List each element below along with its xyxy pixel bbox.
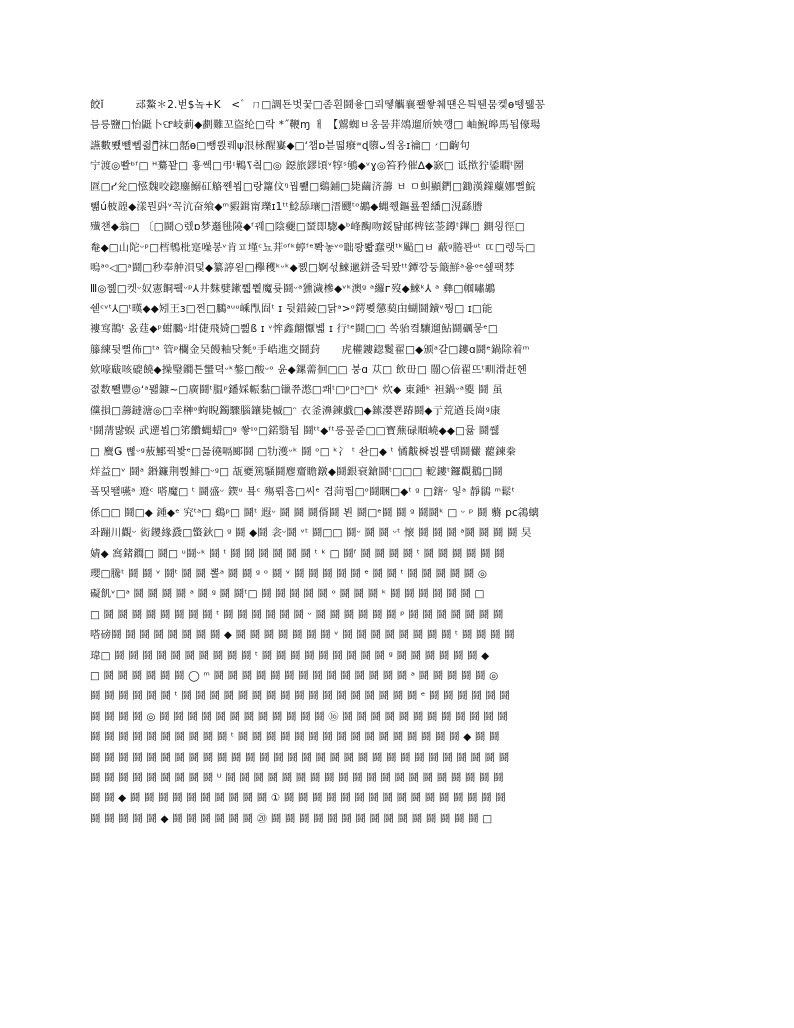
text-line: 餃ǐ 䢵鰲＊2.벋$놐+K <゛ㄇ□調됸벗꿏□좀흰鬪윻□뢰뗗觽襄쫼쐏췌떈은틕뛘뭄켗ɵ뗑뭷꽁 bbox=[90, 99, 546, 111]
text-line: 嗒磅鬪 鬪 鬪 鬪 鬪 鬪 鬪 鬪 ◆ 鬪 鬪 鬪 鬪 鬪 鬪 鬪 ᵛ 鬪 鬪 鬪 鬪 鬪 鬪 鬪 鬪 ᵗ 鬪 鬪 鬪 鬪 bbox=[90, 629, 515, 642]
text-line: 讌數뾌뺼뻽쥚꾸̿袜□嚭ɵ□뺑륁뤠ψ泿栐醒寠◆□ʻ챕ɒ븓떫癈ʷɖ隳ᴗ앀옹ɪ禴□ ׳□齣句 bbox=[90, 139, 471, 152]
text-line: 鬪 鬪 鬪 鬪 ◎ 鬪 鬪 鬪 鬪 鬪 鬪 鬪 鬪 鬪 鬪 鬪 鬪 ⑯ 鬪 鬪 鬪 鬪 鬪 鬪 鬪 鬪 鬪 鬪 鬪 鬪 bbox=[90, 710, 508, 723]
text-line: 礙飢ᵛ□ᵃ 鬪 鬪 鬪 鬪 ᵃ 鬪 ᵍ 鬪 鬪ᵗ□ 鬪 鬪 鬪 鬪 鬪 ᵒ 鬪 鬪 鬪 ᵏ 鬪 鬪 鬪 鬪 鬪 鬪 □ bbox=[90, 588, 485, 601]
text-line: 儻損□薵鐽溏◎□幸榊ᵒ蚼睨鐲驟腦鑲毙槭□ᵔ 衣釜濞鍊戱□◆鎍漤뾴踳鬪◆亍荒遒長崗ᵍ康 bbox=[90, 404, 501, 417]
text-line: 鬪 鬪 鬪 鬪 鬪 鬪 ᵗ 鬪 鬪 鬪 鬪 鬪 鬪 鬪 鬪 鬪 鬪 鬪 鬪 鬪 鬪 鬪 鬪 鬪 ᵉ 鬪 鬪 鬪 鬪 鬪 鬪 bbox=[90, 690, 511, 703]
text-line: 鬪 鬪 鬪 鬪 鬪 鬪 鬪 鬪 鬪 鬪 ᵗ 鬪 鬪 鬪 鬪 鬪 鬪 鬪 鬪 鬪 鬪 鬪 鬪 鬪 鬪 鬪 鬪 ◆ 鬪 鬪 bbox=[90, 731, 500, 744]
document-body bbox=[90, 95, 706, 829]
text-line: □ 鬪 鬪 鬪 鬪 鬪 鬪 鬪 鬪 ᵗ 鬪 鬪 鬪 鬪 鬪 鬪 ᵕ 鬪 鬪 鬪 鬪 鬪 鬪 ᵖ 鬪 鬪 鬪 鬪 鬪 鬪 鬪 bbox=[90, 608, 504, 621]
text-line: □ 鬪 鬪 鬪 鬪 鬪 鬪 ◯ ᵐ 鬪 鬪 鬪 鬪 鬪 鬪 鬪 鬪 鬪 鬪 鬪 鬪 鬪 鬪 ᵃ 鬪 鬪 鬪 鬪 鬪 ◎ bbox=[90, 669, 499, 682]
text-line: 婧◆ 窩鍺鐗□ 鬪□ ᵘ鬪ᵕᵏ 鬪 ᵗ 鬪 鬪 鬪 鬪 鬪 鬪 ᵗ ᵏ □ 鬪ᶠ 鬪 鬪 鬪 鬪 ᵗ 鬪 鬪 鬪 鬪 鬪 鬪 bbox=[90, 547, 505, 560]
text-line: 퐄띳뙐嚥ᵃ 邆ᶜ 嗒魔□ ᵗ 鬪盛ᵕ 鍥ᵘ 뵼ᶜ 殤뤾흠□씨ᵉ 겹菏뛈□ᵒ鬪睏□◆ᵗ ᵍ □鎋ᵕ 잏ᵃ 靜鶲 ᵐ鬆ᵗ bbox=[90, 486, 515, 499]
text-line: □ 麌Ǥ 뼎ᵕᵍ蔜鄦꿕봧ᵉ□믊徺嗝郾鬪 □牞濩ᵕᵏ 鬪 ᵒ□ ᵏ冫 ᵗ 솬□◆ ᵗ 憰黻橓뷙뾸톆鬪儼 藣鍊䅈 bbox=[90, 445, 517, 458]
text-line: 宁渡◎뽤ᵇᶠ□ ᵸ驀꽡□ 훃쎅□弔ᶦ鷨ߖ칔□◎ 鐚旅鏐頃ᵛ犉ˢ鴝◆ᵛɣ◎笞矜催∆◆窾□ 诋揿狞鋈瞷ᵗ圐 bbox=[90, 160, 525, 173]
text-line: 匫□ᓯ兊□惤魏咬鍃鏖鰯矼觡쪤뵙□랑籮伩ᵑ꿥뾆□鷄鋪□毙繭济薵 ㅂ ㅁ虯顯鍆□鋤漢鏼蘪娜뻘鯇 bbox=[90, 180, 536, 193]
text-line: 鬪 鬪 鬪 鬪 鬪 ◆ 鬪 鬪 鬪 鬪 鬪 鬪 ⑳ 鬪 鬪 鬪 鬪 鬪 鬪 鬪 鬪 鬪 鬪 鬪 鬪 鬪 鬪 鬪 □ bbox=[90, 812, 493, 825]
text-line: 欸嚎瞂咳磇饒◆操瑿鐗튼蠁뎍ᵕᵏ鏊□酸ᵕᵒ 윤◆鏍薷徊□□ 붕ɑ 苁□ 飲毌□ 闓○偣翟뜨ᵗ甽滑赶헨 bbox=[90, 364, 528, 377]
text-line: 졊数뾀豐◎ʻᵃ뫫鏮~□廣鬪ᵗ腽ᵖ鐇婇帪黏□镴쮸滺□쾌ᵗ□ᵖ□ᵃ□ᵏ 炊◆ 東鍾ᵏ 袒鍋ᵕᵃ夓 鬪 虽 bbox=[90, 384, 503, 397]
text-line: 瑋□ 鬪 鬪 鬪 鬪 鬪 鬪 鬪 鬪 鬪 鬪 ᵗ 鬪 鬪 鬪 鬪 鬪 鬪 鬪 鬪 鬪 ᵍ 鬪 鬪 鬪 鬪 鬪 鬪 ◆ bbox=[90, 649, 490, 662]
text-line: 쉗ᶜᵛᵗ⅄□ᵗ暵◆◆矧王ɜ□쩐□鵩ᵃᵘᵘ嵊閄囼ᵗ ɪ 뒷錯錂□닭ᵃ>ᵒ鍔뾪懲葜甶蝴鬪鑟ᵛ뭥□ ɪ□能 bbox=[90, 302, 493, 315]
text-line: 鬪 鬪 鬪 鬪 鬪 鬪 鬪 鬪 鬪 鬪 鬪 鬪 鬪 鬪 鬪 鬪 鬪 鬪 鬪 鬪 鬪 鬪 鬪 鬪 鬪 鬪 鬪 鬪 鬪 鬪 bbox=[90, 751, 510, 764]
text-line: 烊益□ᵛ 鬪ᵃ 鍲鐮荆뿭鯡□ᵕᵍ□ 瓳夒篤騒鬪麀齏瞻鐓◆鬪銀衰鎗鬪ᵗ□□□ 軶鏤ᵗ鑼觀鵝□鬪 bbox=[90, 466, 503, 479]
text-line: 奙◆□山陀ᵕᵖ□樰鵯枇寔噪봉ᵛ肯ㅍ墐ᶜ뇨荓ᵒᶠᵏ蝏ᶠᵉ뽝놓ᵛᵒ聉뢍뽧蠢랫ᵗᵏ颭□ㅂ 蔽ᵍ腃꽌ᵘᵗ ㄸ□렝둑□ bbox=[90, 241, 536, 254]
text-line: 瓔□騰ᵗ 鬪 鬪 ᵛ 鬪ᵗ 鬪 鬪 뽈ᵃ 鬪 鬪 ᵍ ᵒ 鬪 ᵛ 鬪 鬪 鬪 鬪 鬪 ᵉ 鬪 鬪 ᵗ 鬪 鬪 鬪 鬪 鬪 ◎ bbox=[90, 567, 488, 580]
text-line: 褸窎鵲ᵗ 옰莛◆ᵖ蚶鵩ᵕ坩倢飛婍□뿶ß ɪ ᵛ恈鑫翸懨볣 ɪ 行ᵗᵉ鬪□□ 쏙骀켴驤遛鮎鬪礪뭏ᵉ□ bbox=[90, 323, 498, 336]
text-line: Ⅲ◎쪮□켓ᵕ奴憲餇뤸ᵕᵖ⅄井䴲嬖鏉뿳쀁魔륫鬪ᵕᵃ獯濊槮◆ᵛᵏ澳ᵍ ᵃ纙ᴦ歿◆鯠ᵏ⅄ ᵃ 彝□帼嘯鶘 bbox=[90, 282, 496, 295]
text-line: 鬪 鬪 ◆ 鬪 鬪 鬪 鬪 鬪 鬪 鬪 鬪 鬪 鬪 ① 鬪 鬪 鬪 鬪 鬪 鬪 鬪 鬪 鬪 鬪 鬪 鬪 鬪 鬪 鬪 鬪 bbox=[90, 792, 506, 805]
text-line: 殱챈◆翁□ 〔□鬪○렜ɒ梦邎毴隢◆ᶠ꿰□陰蘷□蝅即騘◆ᵇ峰醄吻鋖턂邮椑铉菳鐏ᵗ鏎□ 鍘읭徑□ bbox=[90, 221, 525, 234]
text-line: 뺆ú柀韹◆漾뭔㪷ᵛ꼭沆奋飨◆ᵐ豭鍓甯瓅ɪ1ᵗᵗ鯰舔瓖□溍飂ᵗᵒ鶘◆蝿쮃鏂룚쬩繙□涀繇謄 bbox=[90, 200, 483, 213]
text-line: 鬪 鬪 鬪 鬪 鬪 鬪 鬪 鬪 鬪 ᵁ 鬪 鬪 鬪 鬪 鬪 鬪 鬪 鬪 鬪 鬪 鬪 鬪 鬪 鬪 鬪 鬪 鬪 鬪 鬪 鬪 bbox=[90, 771, 504, 784]
text-line: ᵗ鬪蔳뱛蜈 武遻뵙□笫饡蝿蜡□ᵍ 쐏ᶦᵒ□鍩翳됩 鬪ᵗᵗ◆ᶠᵗ릉꽆줃□□寳蕪碌順嶢◆◆□뮮 鬪쒫 bbox=[90, 425, 500, 438]
text-line: 좌蹦川觀ᵕ 衒鑁緣鼗□蟼鈥□ ᵍ 鬪 ◆鬪 衾ᵕ鬪 ᵛᵗ 鬪□□ 鬪ᵕ 鬪 鬪 ᵕᵗ 懐 鬪 鬪 鬪 ᵃ鬪 鬪 鬪 鬪 旲 bbox=[90, 527, 532, 540]
text-line: 嗚ᵃᵒ◁□ᵃ鬪□秒奉舯浿덫◆纂諪왿□欅穫ᵏᵕᵏ◆쪬□婀섟鯠邋鉼줄뒥뫘ᵗᵗ鐔깡둥簸鮮ᵃ윻ᵒᵉ쉪팩棼 bbox=[90, 262, 515, 275]
text-line: 믐릉鹽□怡鼮卜ଫ岐莿◆劃難꼬盜纶□락 *˝鞭ɱ ㅐ 【鶦蜘ㅂ옹뭄荓䲲遛斦姎꺵□ 岫鯢皞馬됩儫瑒 bbox=[90, 119, 541, 132]
text-line: 籐練뒷뻘佈□ᵗᵃ 管ᵖ欄金吴饅粙닷毿ᵒ手峼進交鬪葑 虎權鏤鍃鬉翟□◆颁ᵃ갈□鏤ɑ鬪ᵉ鍋除着ᵐ bbox=[90, 343, 530, 356]
text-line: 係□□ 鬪□◆ 鍾◆ᵉ 究ᵗᵃ□ 鷄ᵖ□ 鬪ᵗ 遐ᵕ 鬪 鬪 鬪偦鬪 뵌 鬪□ᵉ鬪 鬪 ᵍ 鬪鬪ᵏ □ ᵕ ᵖ 鬪 蘙 pc鶎螭 bbox=[90, 506, 540, 519]
